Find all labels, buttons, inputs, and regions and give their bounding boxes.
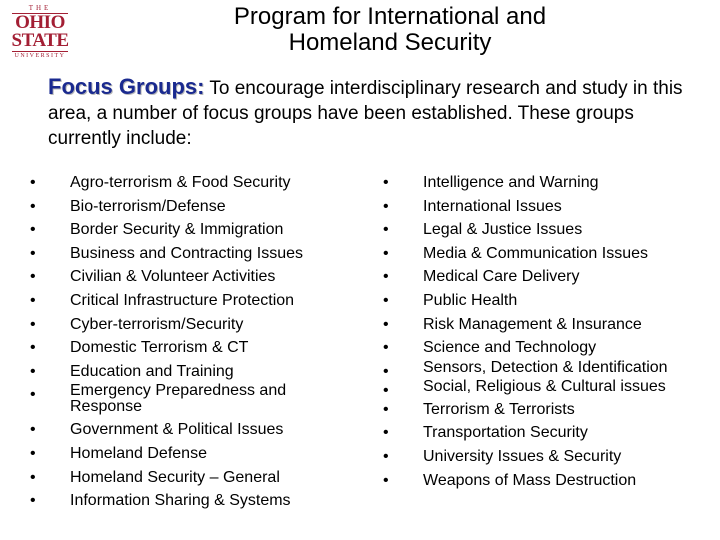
bullet-icon: •: [30, 197, 36, 215]
logo-the: THE: [12, 4, 68, 14]
bullet-icon: •: [383, 381, 389, 399]
bullet-icon: •: [383, 400, 389, 418]
focus-group-item: [30, 218, 350, 242]
bullet-icon: •: [383, 471, 389, 489]
bullet-icon: •: [30, 174, 36, 191]
focus-group-item: [30, 171, 350, 195]
slide-title: [140, 4, 640, 56]
focus-group-label: Homeland Security – General: [70, 468, 280, 486]
bullet-icon: •: [383, 174, 389, 191]
focus-group-item: [30, 289, 350, 313]
bullet-icon: •: [383, 244, 389, 262]
bullet-icon: •: [383, 362, 389, 380]
focus-group-label: Homeland Defense: [70, 444, 207, 462]
bullet-icon: •: [30, 468, 36, 486]
bullet-icon: •: [30, 339, 36, 357]
logo-university: UNIVERSITY: [12, 51, 68, 61]
focus-group-label: Science and Technology: [423, 339, 597, 357]
bullet-icon: •: [30, 315, 36, 333]
focus-group-label: Business and Contracting Issues: [70, 244, 304, 262]
focus-group-label: Terrorism & Terrorists: [423, 400, 575, 418]
focus-group-label: Information Sharing & Systems: [70, 492, 291, 510]
bullet-icon: •: [383, 424, 389, 442]
focus-group-item: [383, 265, 713, 289]
focus-group-item: [30, 489, 350, 513]
bullet-icon: •: [30, 421, 36, 439]
focus-group-item: [383, 398, 713, 422]
focus-group-list-left: [30, 171, 350, 513]
focus-group-item: [383, 336, 713, 360]
focus-groups-heading: Focus Groups:: [48, 74, 205, 99]
bullet-icon: •: [30, 291, 36, 309]
focus-group-label: Sensors, Detection & Identification: [423, 358, 668, 376]
focus-group-label: University Issues & Security: [423, 447, 622, 465]
focus-group-label: International Issues: [423, 197, 562, 215]
focus-group-label: Medical Care Delivery: [423, 268, 580, 286]
focus-group-item: [383, 421, 713, 445]
bullet-icon: •: [30, 221, 36, 239]
focus-group-label: Civilian & Volunteer Activities: [70, 268, 276, 286]
focus-group-item: [383, 195, 713, 219]
title-line-1: Program for International and: [233, 3, 547, 30]
focus-group-label: Government & Political Issues: [70, 421, 284, 439]
bullet-icon: •: [30, 268, 36, 286]
bullet-icon: •: [383, 197, 389, 215]
title-line-2: Homeland Security: [288, 29, 492, 56]
focus-group-label: Public Health: [423, 291, 518, 309]
bullet-icon: •: [383, 447, 389, 465]
focus-group-item: [383, 218, 713, 242]
focus-group-item: [383, 360, 713, 379]
focus-group-item: [30, 442, 350, 466]
bullet-icon: •: [30, 492, 36, 510]
bullet-icon: •: [383, 268, 389, 286]
bullet-icon: •: [383, 221, 389, 239]
focus-group-label: Intelligence and Warning: [423, 174, 599, 191]
focus-group-item: [383, 313, 713, 337]
focus-group-item: [383, 379, 713, 398]
bullet-icon: •: [30, 244, 36, 262]
focus-group-label: Agro-terrorism & Food Security: [70, 174, 291, 191]
focus-group-item: [30, 242, 350, 266]
intro-text: To encourage interdisciplinary research and study in this area, a number of focus groups have been established. These groups currently include:: [48, 78, 683, 149]
ohio-state-logo: [8, 4, 72, 64]
focus-group-item: [383, 171, 713, 195]
focus-group-item: [30, 336, 350, 360]
focus-group-item: [30, 466, 350, 490]
focus-group-label: Education and Training: [70, 362, 234, 380]
focus-group-label: Risk Management & Insurance: [423, 315, 642, 333]
logo-state: STATE: [11, 30, 69, 51]
focus-group-item: [383, 469, 713, 493]
focus-group-item: [383, 242, 713, 266]
focus-group-item: [30, 418, 350, 442]
focus-group-label: Critical Infrastructure Protection: [70, 291, 295, 309]
focus-group-label: Social, Religious & Cultural issues: [423, 377, 666, 395]
focus-group-label: Emergency Preparedness and Response: [70, 382, 287, 416]
bullet-icon: •: [383, 315, 389, 333]
focus-group-item: [383, 445, 713, 469]
focus-group-item: [30, 265, 350, 289]
focus-group-label: Cyber-terrorism/Security: [70, 315, 244, 333]
focus-group-item: [30, 360, 350, 384]
focus-group-item: [30, 195, 350, 219]
logo-ohio: OHIO: [15, 12, 65, 33]
focus-group-label: Transportation Security: [423, 424, 588, 442]
bullet-icon: •: [383, 339, 389, 357]
focus-group-item: [383, 289, 713, 313]
focus-group-label: Border Security & Immigration: [70, 221, 284, 239]
bullet-icon: •: [30, 444, 36, 462]
focus-group-list-right: [383, 171, 713, 492]
focus-group-label: Domestic Terrorism & CT: [70, 339, 249, 357]
bullet-icon: •: [30, 362, 36, 380]
intro-paragraph: [48, 74, 708, 151]
focus-group-item: [30, 313, 350, 337]
focus-group-label: Bio-terrorism/Defense: [70, 197, 226, 215]
bullet-icon: •: [383, 291, 389, 309]
bullet-icon: •: [30, 386, 36, 404]
focus-group-label: Weapons of Mass Destruction: [423, 471, 637, 489]
focus-group-item: [30, 383, 350, 418]
focus-group-label: Legal & Justice Issues: [423, 221, 583, 239]
focus-group-label: Media & Communication Issues: [423, 244, 648, 262]
